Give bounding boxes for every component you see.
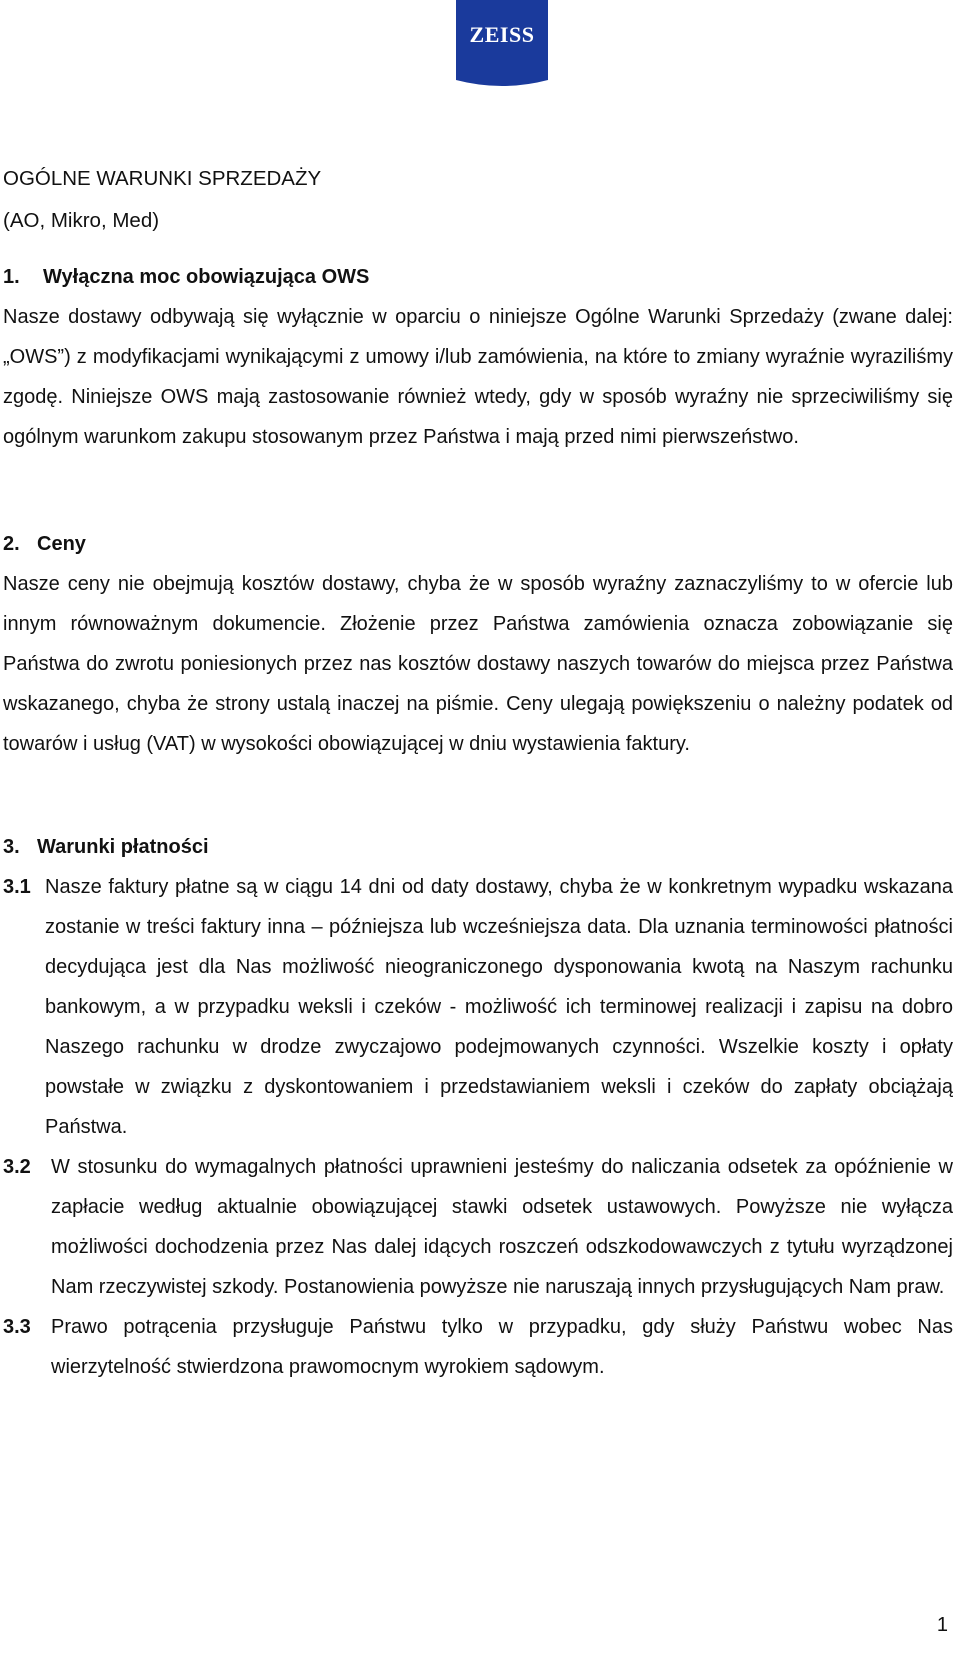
section-2 <box>3 524 953 764</box>
section-3 <box>3 827 953 1387</box>
clause-3-2-number: 3.2 <box>3 1156 31 1178</box>
clause-3-3-text: Prawo potrącenia przysługuje Państwu tylko w przypadku, gdy służy Państwu wobec Nas wierzytelność stwierdzona prawomocnym wyrokiem sądowym. <box>51 1316 953 1378</box>
clause-3-1-text: Nasze faktury płatne są w ciągu 14 dni od daty dostawy, chyba że w konkretnym wypadku wskazana zostanie w treści faktury inna – późniejsza lub wcześniejsza data. Dla uznania terminowości płatności decydująca jest dla Nas możliwość nieograniczonego dysponowania kwotą na Naszym rachunku bankowym, a w przypadku weksli i czeków - możliwość ich terminowej realizacji i zapisu na dobro Naszego rachunku w drodze zwyczajowo podejmowanych czynności. Wszelkie koszty i opłaty powstałe w związku z dyskontowaniem i przedstawianiem weksli i czeków do zapłaty obciążają Państwa. <box>45 876 953 1138</box>
clause-3-1-number: 3.1 <box>3 876 31 898</box>
zeiss-logo <box>456 0 548 88</box>
section-3-title: Warunki płatności <box>37 836 209 858</box>
section-1-number: 1. <box>3 266 20 288</box>
section-2-number: 2. <box>3 533 20 555</box>
clause-3-3 <box>3 1307 953 1387</box>
section-1-title: Wyłączna moc obowiązująca OWS <box>43 266 370 288</box>
svg-text:ZEISS: ZEISS <box>469 22 535 47</box>
title-line-2: (AO, Mikro, Med) <box>3 209 160 232</box>
section-3-number: 3. <box>3 836 20 858</box>
section-3-heading <box>3 827 953 867</box>
clause-3-3-number: 3.3 <box>3 1316 31 1338</box>
document-title <box>3 158 321 242</box>
clause-3-2 <box>3 1147 953 1307</box>
section-2-body: Nasze ceny nie obejmują kosztów dostawy, chyba że w sposób wyraźny zaznaczyliśmy to w ofercie lub innym równoważnym dokumencie. Złożenie przez Państwa zamówienia oznacza zobowiązanie się Państwa do zwrotu poniesionych przez nas kosztów dostawy naszych towarów do miejsca przez Państwa wskazanego, chyba że strony ustalą inaczej na piśmie. Ceny ulegają powiększeniu o należny podatek od towarów i usług (VAT) w wysokości obowiązującej w dniu wystawienia faktury. <box>3 573 953 755</box>
title-line-1: OGÓLNE WARUNKI SPRZEDAŻY <box>3 167 322 190</box>
clause-3-1 <box>3 867 953 1147</box>
section-1-body: Nasze dostawy odbywają się wyłącznie w oparciu o niniejsze Ogólne Warunki Sprzedaży (zwane dalej: „OWS”) z modyfikacjami wynikającymi z umowy i/lub zamówienia, na które to zmiany wyraźnie wyraziliśmy zgodę. Niniejsze OWS mają zastosowanie również wtedy, gdy w sposób wyraźny nie sprzeciwiliśmy się ogólnym warunkom zakupu stosowanym przez Państwa i mają przed nimi pierwszeństwo. <box>3 306 953 448</box>
clause-3-2-text: W stosunku do wymagalnych płatności uprawnieni jesteśmy do naliczania odsetek za opóźnienie w zapłacie według aktualnie obowiązującej stawki odsetek ustawowych. Powyższe nie wyłącza możliwości dochodzenia przez Nas dalej idących roszczeń odszkodowawczych z tytułu wyrządzonej Nam rzeczywistej szkody. Postanowienia powyższe nie naruszają innych przysługujących Nam praw. <box>51 1156 953 1298</box>
section-2-title: Ceny <box>37 533 86 555</box>
section-2-heading <box>3 524 953 564</box>
page-number: 1 <box>936 1614 948 1636</box>
section-1-heading <box>3 257 953 297</box>
section-1 <box>3 257 953 457</box>
